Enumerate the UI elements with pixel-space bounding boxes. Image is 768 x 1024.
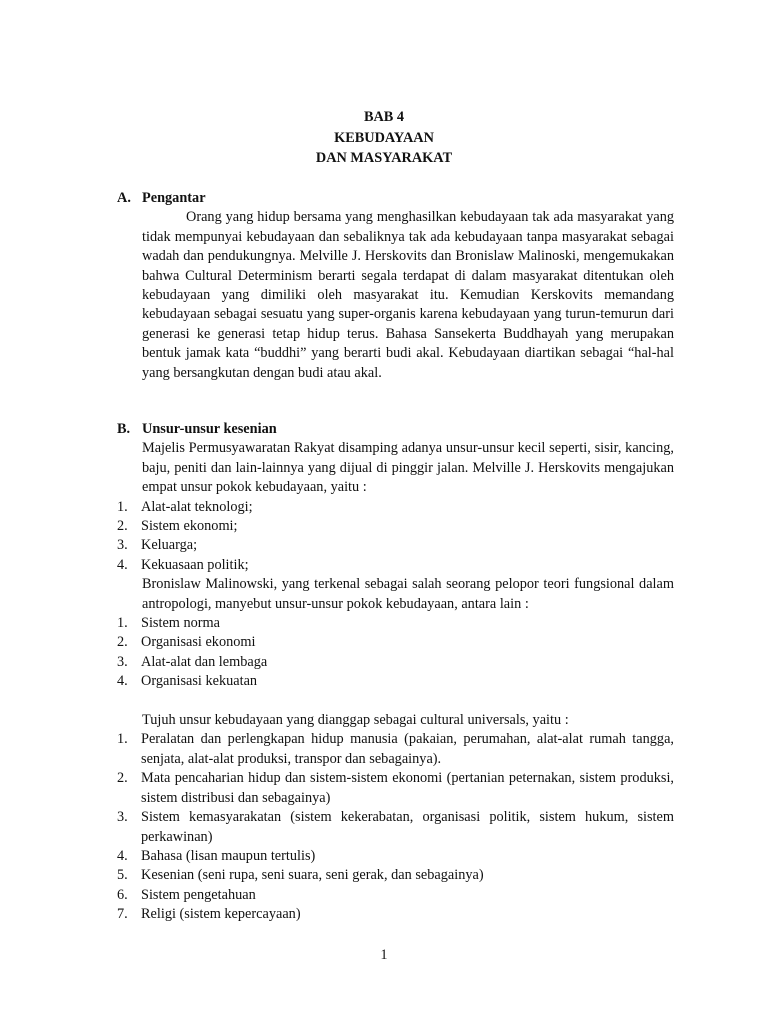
malinowski-paragraph: Bronislaw Malinowski, yang terkenal sebagai salah seorang pelopor teori fungsional dalam antropologi, manyebut unsur-unsur pokok kebudayaan, antara lain :	[142, 576, 674, 612]
list-item	[117, 866, 674, 885]
section-a-heading-text: Pengantar	[142, 190, 206, 206]
list-item-text: Sistem pengetahuan	[141, 886, 256, 903]
list-item-number: 2.	[117, 770, 128, 787]
section-b-intro: Majelis Permusyawaratan Rakyat disamping adanya unsur-unsur kecil seperti, sisir, kancing, baju, peniti dan lain-lainnya yang dijual di pinggir jalan. Melville J. Herskovits mengajukan empat unsur pokok kebudayaan, yaitu :	[142, 440, 674, 496]
list-item	[117, 498, 674, 517]
list-item-text: Organisasi kekuatan	[141, 673, 258, 690]
chapter-title-line2: DAN MASYARAKAT	[315, 150, 453, 166]
universals-intro: Tujuh unsur kebudayaan yang dianggap sebagai cultural universals, yaitu :	[142, 712, 569, 729]
section-b-heading	[117, 420, 674, 439]
list-item-text: Bahasa (lisan maupun tertulis)	[141, 847, 316, 864]
list-item-number: 2.	[117, 634, 128, 651]
malinowski-list	[117, 614, 674, 692]
list-item-text: Keluarga;	[141, 537, 198, 554]
section-a-letter: A.	[117, 190, 131, 206]
list-item-number: 6.	[117, 886, 128, 903]
list-item-number: 3.	[117, 537, 128, 554]
list-item	[117, 653, 674, 672]
list-item-number: 5.	[117, 867, 128, 884]
list-item-text: Peralatan dan perlengkapan hidup manusia (pakaian, perumahan, alat-alat rumah tangga, senjata, alat-alat produksi, transpor dan sebagainya).	[141, 731, 674, 767]
list-item	[117, 769, 674, 808]
list-item-text: Mata pencaharian hidup dan sistem-sistem ekonomi (pertanian peternakan, sistem produksi, sistem distribusi dan sebagainya)	[141, 770, 674, 806]
list-item-text: Sistem norma	[141, 615, 221, 632]
section-b	[117, 420, 674, 925]
list-item-number: 4.	[117, 673, 128, 690]
list-item	[117, 886, 674, 905]
list-item-text: Alat-alat dan lembaga	[141, 653, 268, 670]
section-b-letter: B.	[117, 421, 131, 437]
list-item	[117, 517, 674, 536]
list-item-number: 2.	[117, 518, 128, 535]
universals-list	[117, 730, 674, 924]
list-item-text: Kesenian (seni rupa, seni suara, seni gerak, dan sebagainya)	[141, 867, 484, 884]
list-item-number: 4.	[117, 556, 128, 573]
list-item	[117, 614, 674, 633]
list-item-text: Organisasi ekonomi	[141, 634, 256, 651]
list-item	[117, 672, 674, 691]
list-item-text: Sistem kemasyarakatan (sistem kekerabatan, organisasi politik, sistem hukum, sistem perkawinan)	[141, 809, 674, 845]
page-number: 1	[380, 947, 388, 963]
list-item-text: Kekuasaan politik;	[141, 556, 249, 573]
section-a-heading	[117, 189, 674, 208]
section-a-paragraph: Orang yang hidup bersama yang menghasilkan kebudayaan tak ada masyarakat yang tidak mempunyai kebudayaan dan sebaliknya tak ada kebudayaan tanpa masyarakat sebagai wadah dan pendukungnya. Melville J. Herskovits dan Bronislaw Malinoski, mengemukakan bahwa Cultural Determinism berarti segala terdapat di dalam masyarakat ditentukan oleh kebudayaan yang dimiliki oleh masyarakat itu. Kemudian Kerskovits memandang kebudayaan sebagai sesuatu yang super-organis karena kebudayaan yang turun-temurun dari generasi ke generasi tetap hidup terus. Bahasa Sansekerta Buddhayah yang merupakan bentuk jamak kata “buddhi” yang berarti budi akal. Kebudayaan diartikan sebagai “hal-hal yang bersangkutan dengan budi atau akal.	[142, 209, 674, 381]
chapter-title-line1: KEBUDAYAAN	[334, 129, 434, 146]
herskovits-list	[117, 498, 674, 576]
section-b-heading-text: Unsur-unsur kesenian	[142, 421, 277, 437]
list-item	[117, 556, 674, 575]
list-item	[117, 536, 674, 555]
list-item	[117, 730, 674, 769]
list-item-number: 1.	[117, 615, 128, 632]
list-item	[117, 847, 674, 866]
list-item	[117, 905, 674, 924]
list-item-number: 7.	[117, 906, 128, 923]
chapter-number: BAB 4	[363, 109, 405, 125]
list-item-number: 4.	[117, 847, 128, 864]
chapter-title	[0, 107, 768, 169]
list-item-text: Sistem ekonomi;	[141, 518, 238, 535]
list-item-number: 1.	[117, 498, 128, 515]
list-item-number: 1.	[117, 731, 128, 748]
list-item	[117, 633, 674, 652]
list-item	[117, 808, 674, 847]
spacer	[117, 692, 674, 711]
list-item-number: 3.	[117, 653, 128, 670]
list-item-number: 3.	[117, 809, 128, 826]
list-item-text: Religi (sistem kepercayaan)	[141, 906, 301, 923]
section-a	[117, 189, 674, 383]
list-item-text: Alat-alat teknologi;	[141, 498, 253, 515]
